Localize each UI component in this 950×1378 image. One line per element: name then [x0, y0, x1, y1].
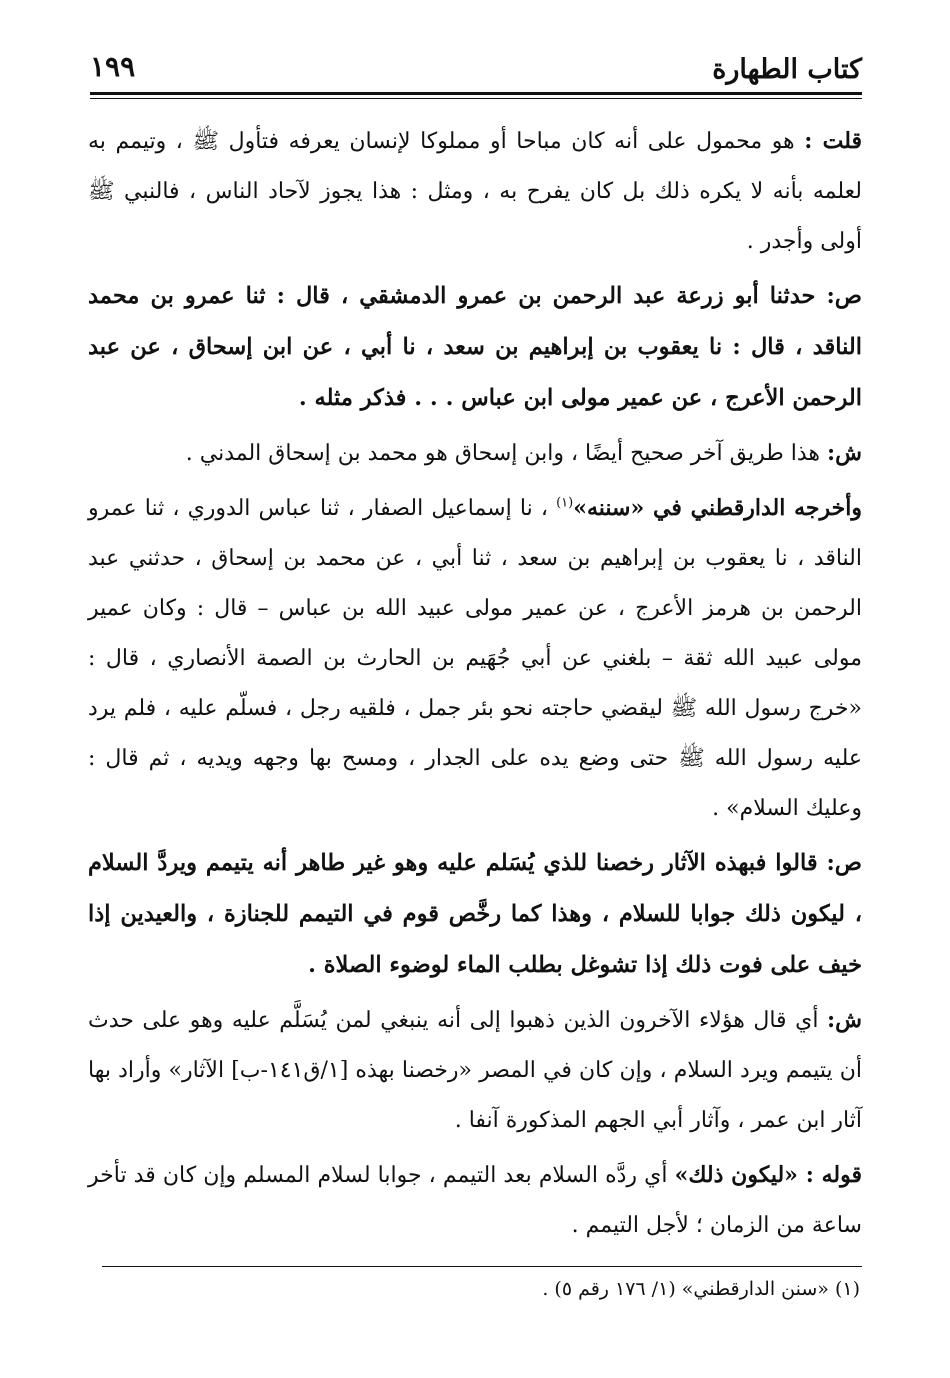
- paragraph-4: [88, 483, 862, 834]
- paragraph-2-lead: ص:: [826, 283, 862, 309]
- chapter-title: كتاب الطهارة: [712, 54, 862, 85]
- paragraph-1: [88, 116, 862, 267]
- paragraph-6: [88, 995, 862, 1146]
- page-number: ١٩٩: [90, 50, 136, 83]
- page-header: [90, 46, 862, 94]
- paragraph-7-text: أي ردَّه السلام بعد التيمم ، جوابا لسلام المسلم وإن كان قد تأخر ساعة من الزمان ؛ لأجل التيمم .: [88, 1163, 862, 1238]
- paragraph-5-text: قالوا فبهذه الآثار رخصنا للذي يُسَلم عليه وهو غير طاهر أنه يتيمم ويردَّ السلام ، ليكون ذلك جوابا للسلام ، وهذا كما رخَّص قوم في التيمم للجنازة ، والعيدين إذا خيف على فوت ذلك إذا تشوغل بطلب الماء لوضوء الصلاة .: [88, 850, 862, 978]
- paragraph-7: [88, 1150, 862, 1251]
- paragraph-5-lead: ص:: [826, 850, 862, 876]
- footnote-marker: (١): [556, 495, 574, 511]
- paragraph-6-text: أي قال هؤلاء الآخرون الذين ذهبوا إلى أنه ينبغي لمن يُسَلَّم عليه وهو على حدث أن يتيمم ويرد السلام ، وإن كان في المصر «رخصنا بهذه [١/ق١٤١-ب] الآثار» وأراد بها آثار ابن عمر ، وآثار أبي الجهم المذكورة آنفا .: [88, 1008, 863, 1133]
- paragraph-2-text: حدثنا أبو زرعة عبد الرحمن بن عمرو الدمشقي ، قال : ثنا عمرو بن محمد الناقد ، قال : نا يعقوب بن إبراهيم بن سعد ، نا أبي ، عن ابن إسحاق ، عن عبد الرحمن الأعرج ، عن عمير مولى ابن عباس . . . فذكر مثله .: [88, 283, 862, 411]
- paragraph-7-lead: قوله : «ليكون ذلك»: [674, 1162, 862, 1188]
- paragraph-3-lead: ش:: [827, 440, 862, 466]
- paragraph-4-lead: وأخرجه الدارقطني في «سننه»: [573, 495, 862, 521]
- footnote-rule: [102, 1266, 862, 1267]
- paragraph-5: [88, 838, 862, 991]
- header-rule: [90, 92, 862, 95]
- header-rule-thin: [90, 98, 862, 99]
- paragraph-1-lead: قلت :: [804, 128, 863, 154]
- paragraph-6-lead: ش:: [827, 1007, 863, 1033]
- main-text: [88, 116, 862, 1255]
- paragraph-3-text: هذا طريق آخر صحيح أيضًا ، وابن إسحاق هو محمد بن إسحاق المدني .: [185, 441, 821, 466]
- paragraph-2: [88, 271, 862, 424]
- paragraph-1-text: هو محمول على أنه كان مباحا أو مملوكا لإنسان يعرفه فتأول ﷺ ، وتيمم به لعلمه بأنه لا يكره ذلك بل كان يفرح به ، ومثل : هذا يجوز لآحاد الناس ، فالنبي ﷺ أولى وأجدر .: [88, 129, 862, 254]
- paragraph-4-text: ، نا إسماعيل الصفار ، ثنا عباس الدوري ، ثنا عمرو الناقد ، نا يعقوب بن إبراهيم بن سعد ، ثنا أبي ، عن محمد بن إسحاق ، حدثني عبد الرحمن بن هرمز الأعرج ، عن عمير مولى عبيد الله بن عباس – قال : وكان عمير مولى عبيد الله ثقة – بلغني عن أبي جُهَيم بن الحارث بن الصمة الأنصاري ، قال : «خرج رسول الله ﷺ ليقضي حاجته نحو بئر جمل ، فلقيه رجل ، فسلّم عليه ، فلم يرد عليه رسول الله ﷺ حتى وضع يده على الجدار ، ومسح بها وجهه ويديه ، ثم قال : وعليك السلام» .: [88, 496, 862, 821]
- footnote: (١) «سنن الدارقطني» (١/ ١٧٦ رقم ٥) .: [542, 1278, 860, 1300]
- paragraph-3: [88, 428, 862, 479]
